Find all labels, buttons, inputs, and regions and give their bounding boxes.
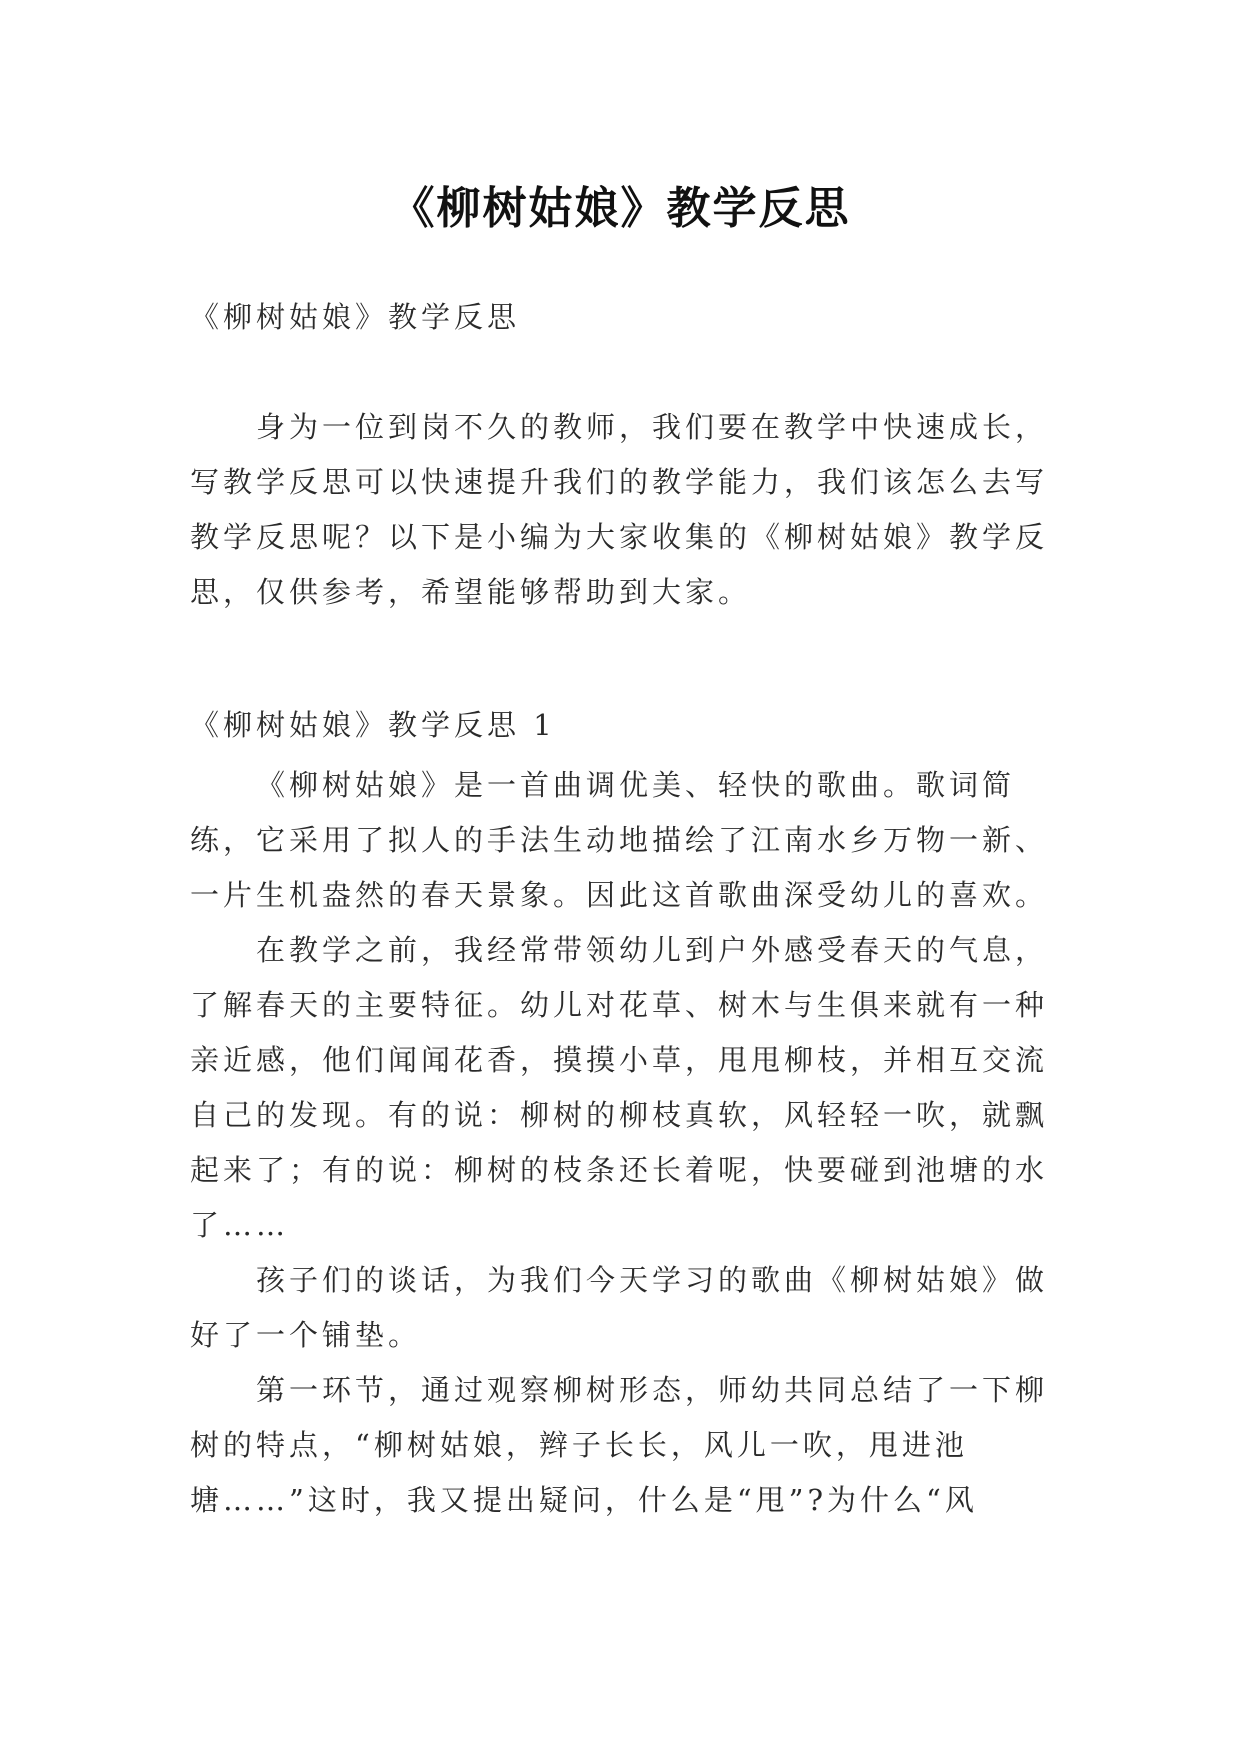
- body-paragraph: 在教学之前，我经常带领幼儿到户外感受春天的气息，了解春天的主要特征。幼儿对花草、树木与生俱来就有一种亲近感，他们闻闻花香，摸摸小草，甩甩柳枝，并相互交流自己的发现。有的说：柳树的柳枝真软，风轻轻一吹，就飘起来了；有的说：柳树的枝条还长着呢，快要碰到池塘的水了……: [190, 933, 1049, 1242]
- section-heading: 《柳树姑娘》教学反思 1: [190, 708, 556, 742]
- intro-paragraph: 身为一位到岗不久的教师，我们要在教学中快速成长，写教学反思可以快速提升我们的教学能力，我们该怎么去写教学反思呢？以下是小编为大家收集的《柳树姑娘》教学反思，仅供参考，希望能够帮助到大家。: [190, 410, 1049, 609]
- document-subtitle: 《柳树姑娘》教学反思: [190, 300, 521, 334]
- document-title: 《柳树姑娘》教学反思: [390, 183, 851, 235]
- body-paragraph: 孩子们的谈话，为我们今天学习的歌曲《柳树姑娘》做好了一个铺垫。: [190, 1263, 1049, 1352]
- body-paragraph: 第一环节，通过观察柳树形态，师幼共同总结了一下柳树的特点，“柳树姑娘，辫子长长，风儿一吹，甩进池塘……”这时，我又提出疑问，什么是“甩”?为什么“风: [190, 1373, 1049, 1517]
- body-paragraph: 《柳树姑娘》是一首曲调优美、轻快的歌曲。歌词简练，它采用了拟人的手法生动地描绘了江南水乡万物一新、一片生机盎然的春天景象。因此这首歌曲深受幼儿的喜欢。: [190, 768, 1049, 912]
